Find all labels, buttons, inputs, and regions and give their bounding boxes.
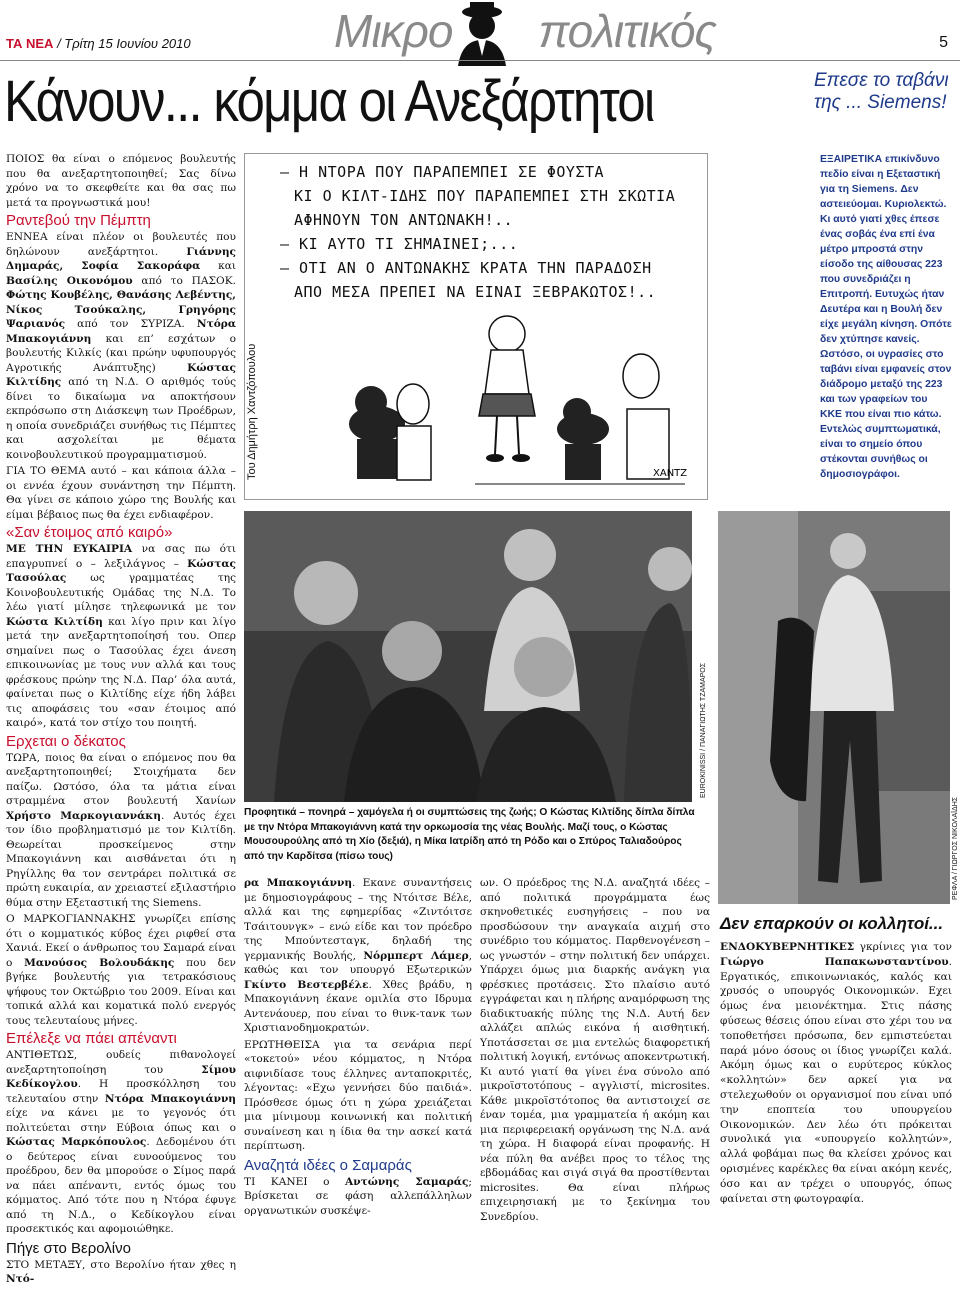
paragraph-meeting: ΓΙΑ ΤΟ ΘΕΜΑ αυτό – και κάποια άλλα – οι εννέα έχουν συνάντηση την Πέμπτη. Θα γίνει σε κάποιο χώρο της Βουλής και είμαι βέβαιος πως θα έχει ενδιαφέρον. bbox=[6, 465, 236, 521]
cartoon-line-1: – Η ΝΤΟΡΑ ΠΟΥ ΠΑΡΑΠΕΜΠΕΙ ΣΕ ΦΟΥΣΤΑ bbox=[280, 163, 605, 181]
mascot-silhouette-icon bbox=[452, 0, 512, 66]
paragraph-samaras: ΤΙ ΚΑΝΕΙ ο Αντώνης Σαμαράς; Βρίσκεται σε φάση αλλεπάλληλων οργανωτικών συσκέψε- bbox=[244, 1175, 472, 1217]
photo-parliament bbox=[244, 511, 692, 802]
paragraph-dora-children: ΕΡΩΤΗΘΕΙΣΑ για τα σενάρια περί «τοκετού» νέου κόμματος, η Ντόρα αιφνιδίασε τους έλληνες ανταποκριτές, λέγοντας: «Εχω γεννήσει δύο παιδιά». Πρόσθεσε όμως ότι η χώρα χρειάζεται μια μίνιμουμ κοινωνική και πολιτική συναίνεση και η ίδια θα την ασκεί κατά περίπτωση. bbox=[244, 1038, 472, 1152]
subhead-dekatos: Ερχεται ο δέκατος bbox=[6, 732, 126, 750]
paragraph-markogiannakis: ΤΩΡΑ, ποιος θα είναι ο επόμενος που θα ανεξαρτητοποιηθεί; Στοιχήματα δεν παίζω. Ωστόσο, όλα τα μάτια είναι στραμμένα στον βουλευτή Χανίων Χρήστο Μαρκογιαννάκη. Αυτός έχει τον ίδιο προβληματισμό με τον Κιλτίδη. Θεωρείται προσκείμενος στην Μπακογιάννη και αισθάνεται ότι η Ρηγίλλης θα τον σεντράρει πολιτικά σε πρώτη ευκαιρία, αν χρειαστεί εξιλαστήριο θύμα στην Εξεταστική της Siemens. bbox=[6, 751, 236, 909]
sidebar-title: Επεσε το ταβάνι της ... Siemens! bbox=[814, 70, 949, 113]
cartoon-dialogue bbox=[280, 160, 675, 304]
main-headline: Κάνουν... κόμμα οι Ανεξάρτητοι bbox=[4, 69, 654, 134]
subhead-samaras: Αναζητά ιδέες ο Σαμαράς bbox=[244, 1156, 412, 1174]
cartoon-line-5: – ΟΤΙ ΑΝ Ο ΑΝΤΩΝΑΚΗΣ ΚΡΑΤΑ ΤΗΝ ΠΑΡΑΔΟΣΗ bbox=[280, 259, 652, 277]
intro-paragraph: ΠΟΙΟΣ θα είναι ο επόμενος βουλευτής που θα ανεξαρτητοποιηθεί; Σας δίνω χρόνο να το σκεφθείτε και θα σας πω μετά τα προγνωστικά μου! bbox=[6, 153, 236, 209]
kollitoi-headline: Δεν επαρκούν οι κολλητοί... bbox=[720, 914, 944, 933]
cartoon-line-3: ΑΦΗΝΟΥΝ ΤΟΝ ΑΝΤΩΝΑΚΗ!.. bbox=[294, 211, 514, 229]
cartoon-credit: Του Δημήτρη Χαντζόπουλου bbox=[246, 343, 258, 480]
paragraph-dora-berlin: ρα Μπακογιάννη. Εκανε συναντήσεις με δημοσιογράφους – της Ντόιτσε Βέλε, αλλά και της εφημερίδας «Ζιντόιτσε Τσάιτουνγκ» – ενώ είδε και τον πρόεδρο της Μπούντεσταγκ, δηλαδή της γερμανικής Βουλής, Νόρμπερτ Λάμερ, καθώς και τον υπουργό Εξωτερικών Γκίντο Βεστερβέλε. Χθες βράδυ, η Μπακογιάννη έκανε ομιλία στο Ιδρυμα Αντενάουερ, που είναι το θινκ-τανκ των Χριστιανοδημοκρατών. bbox=[244, 877, 473, 1034]
subhead-berlin: Πήγε στο Βερολίνο bbox=[6, 1239, 131, 1257]
photo-minister-image-icon bbox=[718, 511, 950, 904]
middle-column-2 bbox=[480, 876, 710, 1226]
subhead-etoimos: «Σαν έτοιμος από καιρό» bbox=[6, 524, 173, 541]
paragraph-independents: ΕΝΝΕΑ είναι πλέον οι βουλευτές που δηλώνουν ανεξάρτητοι. Γιάννης Δημαράς, Σοφία Σακοράφα και Βασίλης Οικονόμου από το ΠΑΣΟΚ. Φώτης Κουβέλης, Θανάσης Λεβέντης, Νίκος Τσούκαλης, Γρηγόρης Ψαριανός από τον ΣΥΡΙΖΑ. Ντόρα Μπακογιάννη και επ’ εσχάτων ο βουλευτής Κιλκίς (και πρώην υφυπουργός Αγροτικής Ανάπτυξης) Κώστας Κιλτίδης από τη Ν.Δ. Ο αριθμός τούς δίνει το δικαίωμα να αποκτήσουν εκπρόσωπο στη Διάσκεψη των Προέδρων, η οποία συνεδριάζει συνήθως τις Πέμπτες και ασχολείται με θέματα κοινοβουλευτικού προγραμματισμού. bbox=[6, 231, 237, 461]
cartoon-line-6: ΑΠΟ ΜΕΣΑ ΠΡΕΠΕΙ ΝΑ ΕΙΝΑΙ ΞΕΒΡΑΚΩΤΟΣ!.. bbox=[294, 283, 657, 301]
paragraph-kedikoglou: ΑΝΤΙΘΕΤΩΣ, ουδείς πιθανολογεί ανεξαρτητοποίηση του Σίμου Κεδίκογλου. Η προσκόλληση του τελευταίου στην Ντόρα Μπακογιάννη είχε να κάνει με το γεγονός ότι πολιτεύεται στην Εύβοια όπως και ο Κώστας Μαρκόπουλος. Δεδομένου ότι ο δεύτερος είναι ευνοούμενος του προέδρου, δεν θα μπορούσε ο Σίμος παρά να πάει απέναντι, εντός όμως του κόμματος. Από τότε που η Ντόρα έφυγε από τη Ν.Δ., ο Κεδίκογλου είναι προσεκτικός και αφομοιώθηκε. bbox=[6, 1049, 236, 1235]
kollitoi-body: ΕΝΔΟΚΥΒΕΡΝΗΤΙΚΕΣ γκρίνιες για τον Γιώργο Παπακωνσταντίνου. Εργατικός, επικοινωνιακός, καλός και χρυσός ο υπουργός Οικονομικών. Εχει όμως ένα μειονέκτημα. Στις πάσης φύσεως θέσεις όπου είναι στο χέρι του να τοποθετήσει πρόσωπα, δεν εμπιστεύεται παρά μόνο όσους οι ίδιος γνωρίζει καλά. Ακόμη όμως και ο ευρύτερος κύκλος «κολλητών» δεν αρκεί για να στελεχωθούν οι οργανισμοί που είναι υπό την εποπτεία του υπουργείου Οικονομικών. Δεν λέω ότι πρόκειται συνολικά για «υπουργείο κολλητών», αλλά φοβάμαι πως θα κλείσει χρόνος και ορισμένες καρέκλες θα είναι ακόμη κενές, όσο και αν τρέχει ο υπουργός, όπως φαίνεται στη φωτογραφία. bbox=[720, 941, 952, 1205]
paragraph-chania: Ο ΜΑΡΚΟΓΙΑΝΝΑΚΗΣ γνωρίζει επίσης ότι ο κομματικός κύβος έχει ριφθεί στα Χανιά. Εκεί ο άνθρωπος του Σαμαρά είναι ο Μανούσος Βολουδάκης που δεν βγήκε βουλευτής για τετρακόσιους ψήφους τον Οκτώβριο του 2009. Είναι και τοπικά αλλά και κοματικά πολύ ενεργός τους τελευταίους μήνες. bbox=[6, 913, 236, 1027]
sidebar-box bbox=[814, 70, 960, 114]
photo-parliament-image-icon bbox=[244, 511, 692, 802]
subhead-apenanti: Επέλεξε να πάει απέναντι bbox=[6, 1030, 177, 1047]
section-title: Μικρο πολιτικός bbox=[334, 5, 716, 57]
paragraph-tasoulas: ΜΕ ΤΗΝ ΕΥΚΑΙΡΙΑ να σας πω ότι επαγρυπνεί ο – λεξιλάγνος – Κώστας Τασούλας ως γραμματέας της Κοινοβουλευτικής Ομάδας της Ν.Δ. Το λέω γιατί μίλησε τηλεφωνικά με τον Κώστα Κιλτίδη και λίγο πριν και λίγο μετά την ανεξαρτητοποίησή του. Οπερ σημαίνει πως ο Τασούλας έχει άνεση επικοινωνίας με τους νυν αλλά και τους φρέσκους πρώην της Ν.Δ. Παρ’ όλα αυτά, φαίνεται πως ο Κιλτίδης είχε ήδη λάβει τις αποφάσεις του «σαν έτοιμος από καιρό», κατά τον στίχο του ποιητή. bbox=[6, 543, 236, 729]
photo1-caption: Προφητικά – πονηρά – χαμόγελα ή οι συμπτώσεις της ζωής; Ο Κώστας Κιλτίδης δίπλα δίπλα με την Ντόρα Μπακογιάννη κατά την ορκωμοσία της νέας Βουλής. Μαζί τους, ο Κώστας Μουσουρούλης από τη Χίο (δεξιά), η Μίκα Ιατρίδη από τη Ρόδο και ο Σπύρος Ταλιαδούρος από την Καρδίτσα (πίσω τους) bbox=[244, 807, 695, 862]
paragraph-nd-portal: ων. Ο πρόεδρος της Ν.Δ. αναζητά ιδέες – από πολιτικά προγράμματα έως σκηνοθετικές ευσηγήσεις – που να προσδώσουν την αναγκαία αιχμή στο συνέδριο του κόμματος. Παρθενογένεση – ως γνωστόν – στην πολιτική δεν υπάρχει. Υπάρχει όμως μια διαρκής ανάγκη για φρέσκιες προτάσεις. Στο πλαίσιο αυτό εγγράφεται και η πλήρης αναμόρφωση της διαδικτυακής πύλης της Ν.Δ. Αυτή δεν αλλάζει απλώς εικόνα ή αισθητική. Υποτάσσεται σε μια εντελώς διαφορετική πολιτική λογική, εντόνως αποκεντρωτική. Κι αυτό γιατί θα γίνει ένα σύνολο από μικροϊστοτόπους – αγγλιστί, microsites. Κάθε μικροϊστότοπος θα αντιστοιχεί σε έναν τομέα, μια γραμματεία ή ακόμη και μια περιφερειακή οργάνωση της Ν.Δ. ανά τη χώρα. Η διαφορά είναι προφανής. Η νέα πύλη θα ανέβει προς το τέλος της εβδομάδας και σιγά σιγά θα προστίθενται microsites. Θα είναι πλήρως επιχειρησιακή με το ξεκίνημα του Συνεδρίου. bbox=[480, 877, 710, 1223]
left-column bbox=[6, 152, 236, 1289]
page-number: 5 bbox=[939, 34, 948, 51]
cartoon-line-2: ΚΙ Ο ΚΙΛΤ-ΙΔΗΣ ΠΟΥ ΠΑΡΑΠΕΜΠΕΙ ΣΤΗ ΣΚΩΤΙΑ bbox=[294, 187, 676, 205]
cartoon-line-4: – ΚΙ ΑΥΤΟ ΤΙ ΣΗΜΑΙΝΕΙ;... bbox=[280, 235, 519, 253]
cartoon-signature: ΧΑΝΤΖ bbox=[653, 468, 688, 479]
photo-minister bbox=[718, 511, 950, 904]
header-divider bbox=[0, 60, 960, 61]
issue-date: / Τρίτη 15 Ιουνίου 2010 bbox=[57, 36, 191, 51]
middle-column-1 bbox=[244, 876, 472, 1220]
page-header bbox=[0, 0, 960, 70]
photo2-credit: ΡΕΦΛΑ / ΓΙΩΡΓΟΣ ΝΙΚΟΛΑΪΔΗΣ bbox=[952, 796, 959, 900]
photo1-credit: EUROKINISSI / ΠΑΝΑΓΙΩΤΗΣ ΤΖΑΜΑΡΟΣ bbox=[700, 662, 707, 798]
paragraph-berlin: ΣΤΟ ΜΕΤΑΞΥ, στο Βερολίνο ήταν χθες η Ντό- bbox=[6, 1258, 236, 1285]
newspaper-brand: ΤΑ ΝΕΑ / Τρίτη 15 Ιουνίου 2010 bbox=[6, 36, 191, 51]
sidebar-body: ΕΞΑΙΡΕΤΙΚΑ επικίνδυνο πεδίο είναι η Εξεταστική για τη Siemens. Δεν αστειεύομαι. Κυριολεκτώ. Κι αυτό γιατί χθες έπεσε ένας σοβάς ένα επί ένα μέτρο μπροστά στην είσοδο της αίθουσας 223 που συνεδριάζει η Επιτροπή. Ευτυχώς ήταν Δευτέρα και η Βουλή δεν είχε μεγάλη κίνηση. Οπότε δεν χτύπησε κανείς. Ωστόσο, οι υγρασίες στο ταβάνι είναι εμφανείς στον διάδρομο μεταξύ της 223 και των γραφείων του ΚΚΕ που είναι πιο κάτω. Εντελώς συμπτωματικά, είναι το σημείο όπου στέκονται συνήθως οι δημοσιογράφοι. bbox=[820, 154, 952, 480]
subhead-rantevou: Ραντεβού την Πέμπτη bbox=[6, 212, 151, 229]
